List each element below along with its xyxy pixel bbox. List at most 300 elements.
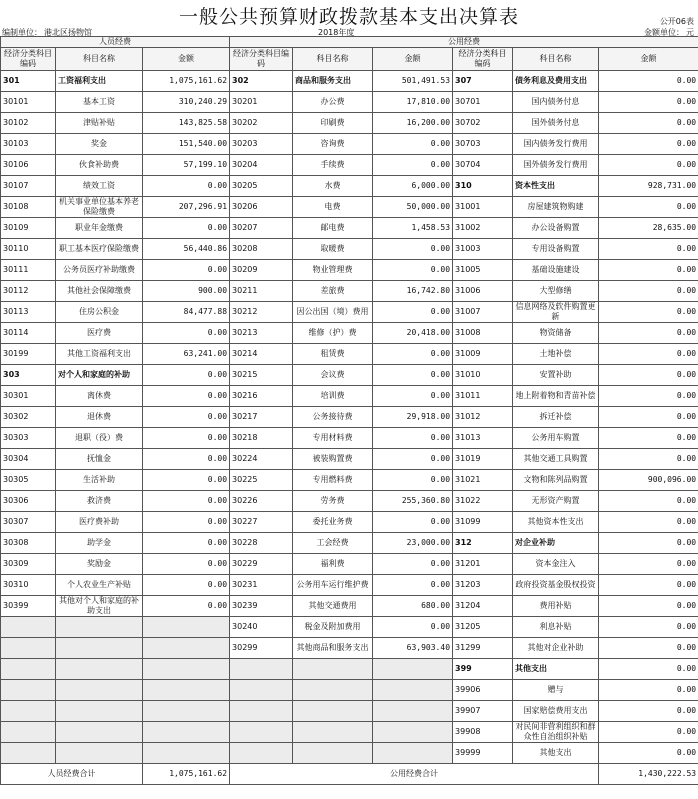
subject-name-cell: 其他交通费用 xyxy=(293,596,373,617)
subject-name-cell xyxy=(293,722,373,743)
subject-name-cell: 津贴补贴 xyxy=(56,113,143,134)
economic-code-cell xyxy=(1,701,56,722)
subject-name-cell: 政府投资基金股权投资 xyxy=(513,575,599,596)
economic-code-cell: 30106 xyxy=(1,155,56,176)
amount-cell xyxy=(373,743,453,764)
subject-name-cell: 其他商品和服务支出 xyxy=(293,638,373,659)
economic-code-cell: 30399 xyxy=(1,596,56,617)
subject-name-cell: 办公费 xyxy=(293,92,373,113)
economic-code-cell: 30207 xyxy=(230,218,293,239)
economic-code-cell: 30305 xyxy=(1,470,56,491)
economic-code-cell: 312 xyxy=(453,533,513,554)
amount-cell: 0.00 xyxy=(373,155,453,176)
amount-cell: 16,200.00 xyxy=(373,113,453,134)
amount-cell: 928,731.00 xyxy=(599,176,698,197)
subject-name-cell: 取暖费 xyxy=(293,239,373,260)
subject-name-cell: 公务用车运行维护费 xyxy=(293,575,373,596)
amount-cell: 1,075,161.62 xyxy=(143,71,230,92)
subject-name-cell: 大型修缮 xyxy=(513,281,599,302)
subject-name-cell: 被装购置费 xyxy=(293,449,373,470)
amount-cell: 0.00 xyxy=(599,638,698,659)
economic-code-cell: 302 xyxy=(230,71,293,92)
economic-code-cell: 30309 xyxy=(1,554,56,575)
economic-code-cell: 39907 xyxy=(453,701,513,722)
subject-name-cell: 其他支出 xyxy=(513,659,599,680)
subject-name-cell xyxy=(56,680,143,701)
amount-cell: 0.00 xyxy=(599,428,698,449)
subject-name-cell: 福利费 xyxy=(293,554,373,575)
economic-code-cell: 30209 xyxy=(230,260,293,281)
amount-cell: 0.00 xyxy=(143,491,230,512)
amount-cell: 0.00 xyxy=(599,281,698,302)
economic-code-cell: 30101 xyxy=(1,92,56,113)
economic-code-cell: 30303 xyxy=(1,428,56,449)
economic-code-cell: 30102 xyxy=(1,113,56,134)
amount-cell: 0.00 xyxy=(599,323,698,344)
subject-name-cell xyxy=(56,701,143,722)
economic-code-cell: 30310 xyxy=(1,575,56,596)
economic-code-cell: 30114 xyxy=(1,323,56,344)
subject-name-cell: 资本性支出 xyxy=(513,176,599,197)
economic-code-cell: 31012 xyxy=(453,407,513,428)
economic-code-cell: 30702 xyxy=(453,113,513,134)
table-row xyxy=(1,197,698,218)
economic-code-cell: 30301 xyxy=(1,386,56,407)
economic-code-cell: 30208 xyxy=(230,239,293,260)
economic-code-cell: 30217 xyxy=(230,407,293,428)
economic-code-cell: 30110 xyxy=(1,239,56,260)
economic-code-cell: 30204 xyxy=(230,155,293,176)
subject-name-cell: 工资福利支出 xyxy=(56,71,143,92)
subject-name-cell: 国外债务发行费用 xyxy=(513,155,599,176)
amount-cell: 17,810.00 xyxy=(373,92,453,113)
table-row xyxy=(1,701,698,722)
amount-cell xyxy=(143,722,230,743)
subject-name-cell: 拆迁补偿 xyxy=(513,407,599,428)
amount-cell xyxy=(143,617,230,638)
subject-name-cell: 无形资产购置 xyxy=(513,491,599,512)
economic-code-cell: 30304 xyxy=(1,449,56,470)
economic-code-cell: 31002 xyxy=(453,218,513,239)
amount-cell: 0.00 xyxy=(599,386,698,407)
amount-cell: 0.00 xyxy=(599,239,698,260)
economic-code-cell: 30112 xyxy=(1,281,56,302)
economic-code-cell: 30226 xyxy=(230,491,293,512)
amount-cell: 900,096.00 xyxy=(599,470,698,491)
economic-code-cell: 31203 xyxy=(453,575,513,596)
subject-name-cell: 水费 xyxy=(293,176,373,197)
economic-code-cell: 31011 xyxy=(453,386,513,407)
amount-cell: 0.00 xyxy=(599,134,698,155)
subject-name-cell xyxy=(56,638,143,659)
subject-name-cell: 伙食补助费 xyxy=(56,155,143,176)
amount-cell: 0.00 xyxy=(373,302,453,323)
economic-code-cell: 30212 xyxy=(230,302,293,323)
amount-cell: 6,000.00 xyxy=(373,176,453,197)
table-row xyxy=(1,113,698,134)
amount-cell xyxy=(143,680,230,701)
amount-cell: 680.00 xyxy=(373,596,453,617)
table-row xyxy=(1,365,698,386)
amount-cell: 0.00 xyxy=(599,659,698,680)
economic-code-cell xyxy=(230,701,293,722)
subject-name-cell: 工会经费 xyxy=(293,533,373,554)
amount-cell: 0.00 xyxy=(143,470,230,491)
subject-name-cell: 其他对企业补助 xyxy=(513,638,599,659)
economic-code-cell: 30205 xyxy=(230,176,293,197)
table-row xyxy=(1,407,698,428)
subject-name-cell: 其他支出 xyxy=(513,743,599,764)
subject-name-cell: 物资储备 xyxy=(513,323,599,344)
total-row xyxy=(1,764,698,785)
economic-code-cell: 31010 xyxy=(453,365,513,386)
amount-cell: 0.00 xyxy=(143,533,230,554)
amount-cell: 0.00 xyxy=(373,134,453,155)
subject-name-cell: 商品和服务支出 xyxy=(293,71,373,92)
economic-code-cell: 30214 xyxy=(230,344,293,365)
economic-code-cell: 31006 xyxy=(453,281,513,302)
table-row xyxy=(1,428,698,449)
economic-code-cell: 30229 xyxy=(230,554,293,575)
subject-name-cell: 土地补偿 xyxy=(513,344,599,365)
subject-name-cell: 其他工资福利支出 xyxy=(56,344,143,365)
table-row xyxy=(1,575,698,596)
economic-code-cell: 31022 xyxy=(453,491,513,512)
economic-code-cell xyxy=(230,743,293,764)
subject-name-cell: 对个人和家庭的补助 xyxy=(56,365,143,386)
subject-name-cell: 劳务费 xyxy=(293,491,373,512)
table-row xyxy=(1,470,698,491)
amount-cell: 0.00 xyxy=(143,512,230,533)
amount-cell: 84,477.88 xyxy=(143,302,230,323)
subject-name-cell: 培训费 xyxy=(293,386,373,407)
amount-cell: 28,635.00 xyxy=(599,218,698,239)
amount-cell: 0.00 xyxy=(599,71,698,92)
amount-cell xyxy=(373,680,453,701)
subject-name-cell: 对企业补助 xyxy=(513,533,599,554)
subject-name-cell: 国外债务付息 xyxy=(513,113,599,134)
org-name: 港北区扬物馆 xyxy=(44,28,92,37)
amount-cell: 0.00 xyxy=(599,743,698,764)
amount-cell: 255,360.80 xyxy=(373,491,453,512)
col-amount-header: 金额 xyxy=(599,48,698,71)
economic-code-cell: 30206 xyxy=(230,197,293,218)
amount-cell: 0.00 xyxy=(599,344,698,365)
economic-code-cell: 30231 xyxy=(230,575,293,596)
economic-code-cell: 31007 xyxy=(453,302,513,323)
subject-name-cell: 委托业务费 xyxy=(293,512,373,533)
economic-code-cell: 30224 xyxy=(230,449,293,470)
amount-cell: 0.00 xyxy=(373,617,453,638)
economic-code-cell: 30218 xyxy=(230,428,293,449)
subject-name-cell: 对民间非营利组织和群众性自治组织补贴 xyxy=(513,722,599,743)
total-public-amount: 1,430,222.53 xyxy=(599,764,698,785)
subject-name-cell xyxy=(293,680,373,701)
amount-cell: 0.00 xyxy=(143,407,230,428)
amount-cell: 0.00 xyxy=(599,407,698,428)
amount-cell: 0.00 xyxy=(143,596,230,617)
amount-cell: 207,296.91 xyxy=(143,197,230,218)
amount-cell: 143,825.58 xyxy=(143,113,230,134)
table-row xyxy=(1,512,698,533)
subject-name-cell xyxy=(56,722,143,743)
subject-name-cell: 医疗费补助 xyxy=(56,512,143,533)
report-title: 一般公共预算财政拨款基本支出决算表 xyxy=(178,6,519,28)
economic-code-cell: 30211 xyxy=(230,281,293,302)
subject-name-cell: 国内债务付息 xyxy=(513,92,599,113)
table-row xyxy=(1,596,698,617)
economic-code-cell: 30202 xyxy=(230,113,293,134)
amount-cell: 0.00 xyxy=(599,197,698,218)
table-row xyxy=(1,449,698,470)
economic-code-cell: 303 xyxy=(1,365,56,386)
subject-name-cell: 机关事业单位基本养老保险缴费 xyxy=(56,197,143,218)
amount-cell xyxy=(143,743,230,764)
economic-code-cell xyxy=(1,743,56,764)
table-row xyxy=(1,176,698,197)
subject-name-cell: 医疗费 xyxy=(56,323,143,344)
group-personnel-header: 人员经费 xyxy=(1,37,230,48)
amount-cell: 0.00 xyxy=(143,386,230,407)
subject-name-cell: 退职（役）费 xyxy=(56,428,143,449)
subject-name-cell: 办公设备购置 xyxy=(513,218,599,239)
col-amount-header: 金额 xyxy=(373,48,453,71)
subject-name-cell: 个人农业生产补贴 xyxy=(56,575,143,596)
economic-code-cell: 30113 xyxy=(1,302,56,323)
economic-code-cell: 31013 xyxy=(453,428,513,449)
table-row xyxy=(1,680,698,701)
subject-name-cell: 债务利息及费用支出 xyxy=(513,71,599,92)
amount-cell: 0.00 xyxy=(599,533,698,554)
subject-name-cell: 国家赔偿费用支出 xyxy=(513,701,599,722)
economic-code-cell xyxy=(1,680,56,701)
subject-name-cell: 离休费 xyxy=(56,386,143,407)
economic-code-cell: 31019 xyxy=(453,449,513,470)
economic-code-cell: 30103 xyxy=(1,134,56,155)
economic-code-cell: 30704 xyxy=(453,155,513,176)
amount-cell: 0.00 xyxy=(599,155,698,176)
amount-cell: 0.00 xyxy=(143,428,230,449)
table-row xyxy=(1,302,698,323)
amount-cell: 0.00 xyxy=(599,302,698,323)
subject-name-cell: 因公出国（境）费用 xyxy=(293,302,373,323)
amount-cell: 0.00 xyxy=(373,428,453,449)
subject-name-cell: 咨询费 xyxy=(293,134,373,155)
economic-code-cell: 31204 xyxy=(453,596,513,617)
economic-code-cell: 30701 xyxy=(453,92,513,113)
subject-name-cell: 差旅费 xyxy=(293,281,373,302)
economic-code-cell: 301 xyxy=(1,71,56,92)
table-row xyxy=(1,218,698,239)
total-personnel-amount: 1,075,161.62 xyxy=(143,764,230,785)
amount-cell: 0.00 xyxy=(599,722,698,743)
amount-cell: 29,918.00 xyxy=(373,407,453,428)
amount-cell xyxy=(373,659,453,680)
form-number: 公开06表 xyxy=(659,17,694,26)
amount-cell: 0.00 xyxy=(373,449,453,470)
subject-name-cell xyxy=(56,617,143,638)
amount-cell xyxy=(143,701,230,722)
amount-cell: 151,540.00 xyxy=(143,134,230,155)
subject-name-cell: 赠与 xyxy=(513,680,599,701)
amount-cell: 0.00 xyxy=(143,449,230,470)
subject-name-cell: 租赁费 xyxy=(293,344,373,365)
subject-name-cell: 基本工资 xyxy=(56,92,143,113)
economic-code-cell: 30228 xyxy=(230,533,293,554)
amount-cell xyxy=(373,701,453,722)
amount-cell: 57,199.10 xyxy=(143,155,230,176)
subject-name-cell xyxy=(56,659,143,680)
amount-cell: 0.00 xyxy=(373,470,453,491)
economic-code-cell: 30299 xyxy=(230,638,293,659)
subject-name-cell: 物业管理费 xyxy=(293,260,373,281)
group-public-header: 公用经费 xyxy=(230,37,698,48)
table-row xyxy=(1,659,698,680)
total-public-label: 公用经费合计 xyxy=(230,764,599,785)
subject-name-cell: 利息补贴 xyxy=(513,617,599,638)
subject-name-cell: 奖金 xyxy=(56,134,143,155)
amount-cell: 0.00 xyxy=(599,680,698,701)
amount-cell: 63,241.00 xyxy=(143,344,230,365)
table-body xyxy=(1,71,698,764)
economic-code-cell: 31201 xyxy=(453,554,513,575)
subject-name-cell: 其他交通工具购置 xyxy=(513,449,599,470)
economic-code-cell: 31205 xyxy=(453,617,513,638)
amount-cell xyxy=(143,659,230,680)
subject-name-cell: 公务员医疗补助缴费 xyxy=(56,260,143,281)
subject-name-cell: 公务用车购置 xyxy=(513,428,599,449)
amount-cell: 0.00 xyxy=(143,554,230,575)
subject-name-cell: 手续费 xyxy=(293,155,373,176)
total-personnel-label: 人员经费合计 xyxy=(1,764,143,785)
subject-name-cell: 抚恤金 xyxy=(56,449,143,470)
economic-code-cell: 31008 xyxy=(453,323,513,344)
col-name-header: 科目名称 xyxy=(513,48,599,71)
table-row xyxy=(1,554,698,575)
subject-name-cell: 其他资本性支出 xyxy=(513,512,599,533)
amount-cell: 63,903.40 xyxy=(373,638,453,659)
economic-code-cell: 30201 xyxy=(230,92,293,113)
amount-cell: 0.00 xyxy=(373,386,453,407)
subject-name-cell: 印刷费 xyxy=(293,113,373,134)
table-row xyxy=(1,638,698,659)
amount-cell: 0.00 xyxy=(599,512,698,533)
subject-name-cell xyxy=(56,743,143,764)
economic-code-cell: 30307 xyxy=(1,512,56,533)
amount-cell: 0.00 xyxy=(373,554,453,575)
amount-cell: 20,418.00 xyxy=(373,323,453,344)
subject-name-cell: 安置补助 xyxy=(513,365,599,386)
economic-code-cell: 30213 xyxy=(230,323,293,344)
economic-code-cell: 31021 xyxy=(453,470,513,491)
subject-name-cell: 电费 xyxy=(293,197,373,218)
amount-cell: 0.00 xyxy=(373,512,453,533)
table-row xyxy=(1,71,698,92)
economic-code-cell: 39906 xyxy=(453,680,513,701)
economic-code-cell: 30199 xyxy=(1,344,56,365)
subject-name-cell: 资本金注入 xyxy=(513,554,599,575)
amount-cell: 0.00 xyxy=(599,575,698,596)
amount-cell xyxy=(373,722,453,743)
report-year: 2018年度 xyxy=(318,28,355,37)
amount-cell: 0.00 xyxy=(143,323,230,344)
col-name-header: 科目名称 xyxy=(56,48,143,71)
subject-name-cell: 救济费 xyxy=(56,491,143,512)
amount-cell: 310,240.29 xyxy=(143,92,230,113)
table-row xyxy=(1,743,698,764)
economic-code-cell: 31299 xyxy=(453,638,513,659)
economic-code-cell xyxy=(1,638,56,659)
economic-code-cell: 39908 xyxy=(453,722,513,743)
amount-cell: 0.00 xyxy=(599,596,698,617)
economic-code-cell: 31005 xyxy=(453,260,513,281)
table-row xyxy=(1,92,698,113)
subject-name-cell: 专用设备购置 xyxy=(513,239,599,260)
economic-code-cell: 307 xyxy=(453,71,513,92)
economic-code-cell: 30302 xyxy=(1,407,56,428)
subject-name-cell: 绩效工资 xyxy=(56,176,143,197)
amount-cell: 0.00 xyxy=(599,617,698,638)
col-code-header: 经济分类科目编码 xyxy=(230,48,293,71)
economic-code-cell: 31001 xyxy=(453,197,513,218)
amount-cell: 0.00 xyxy=(599,113,698,134)
amount-cell: 0.00 xyxy=(373,260,453,281)
amount-cell: 0.00 xyxy=(373,575,453,596)
table-row xyxy=(1,491,698,512)
col-name-header: 科目名称 xyxy=(293,48,373,71)
subject-name-cell: 职工基本医疗保险缴费 xyxy=(56,239,143,260)
amount-cell: 56,440.86 xyxy=(143,239,230,260)
economic-code-cell: 30227 xyxy=(230,512,293,533)
table-row xyxy=(1,617,698,638)
amount-cell: 0.00 xyxy=(599,260,698,281)
subject-name-cell: 税金及附加费用 xyxy=(293,617,373,638)
economic-code-cell xyxy=(1,659,56,680)
expenditure-table xyxy=(0,36,698,785)
amount-cell: 23,000.00 xyxy=(373,533,453,554)
subject-name-cell: 奖励金 xyxy=(56,554,143,575)
table-row xyxy=(1,281,698,302)
amount-cell: 0.00 xyxy=(373,344,453,365)
table-row xyxy=(1,722,698,743)
amount-cell: 0.00 xyxy=(143,365,230,386)
economic-code-cell: 30308 xyxy=(1,533,56,554)
amount-cell: 0.00 xyxy=(599,491,698,512)
amount-cell: 1,458.53 xyxy=(373,218,453,239)
subject-name-cell: 专用燃料费 xyxy=(293,470,373,491)
economic-code-cell: 39999 xyxy=(453,743,513,764)
economic-code-cell xyxy=(230,680,293,701)
economic-code-cell: 31003 xyxy=(453,239,513,260)
subject-name-cell xyxy=(293,659,373,680)
economic-code-cell: 30240 xyxy=(230,617,293,638)
economic-code-cell: 30703 xyxy=(453,134,513,155)
unit-value: 元 xyxy=(686,28,694,37)
economic-code-cell: 30215 xyxy=(230,365,293,386)
subject-name-cell: 国内债务发行费用 xyxy=(513,134,599,155)
subject-name-cell: 文物和陈列品购置 xyxy=(513,470,599,491)
economic-code-cell: 30225 xyxy=(230,470,293,491)
subject-name-cell: 助学金 xyxy=(56,533,143,554)
table-row xyxy=(1,323,698,344)
amount-cell: 0.00 xyxy=(143,176,230,197)
subject-name-cell: 生活补助 xyxy=(56,470,143,491)
subject-name-cell: 住房公积金 xyxy=(56,302,143,323)
economic-code-cell: 30107 xyxy=(1,176,56,197)
subject-name-cell: 职业年金缴费 xyxy=(56,218,143,239)
subject-name-cell: 地上附着物和青苗补偿 xyxy=(513,386,599,407)
amount-cell: 0.00 xyxy=(373,365,453,386)
